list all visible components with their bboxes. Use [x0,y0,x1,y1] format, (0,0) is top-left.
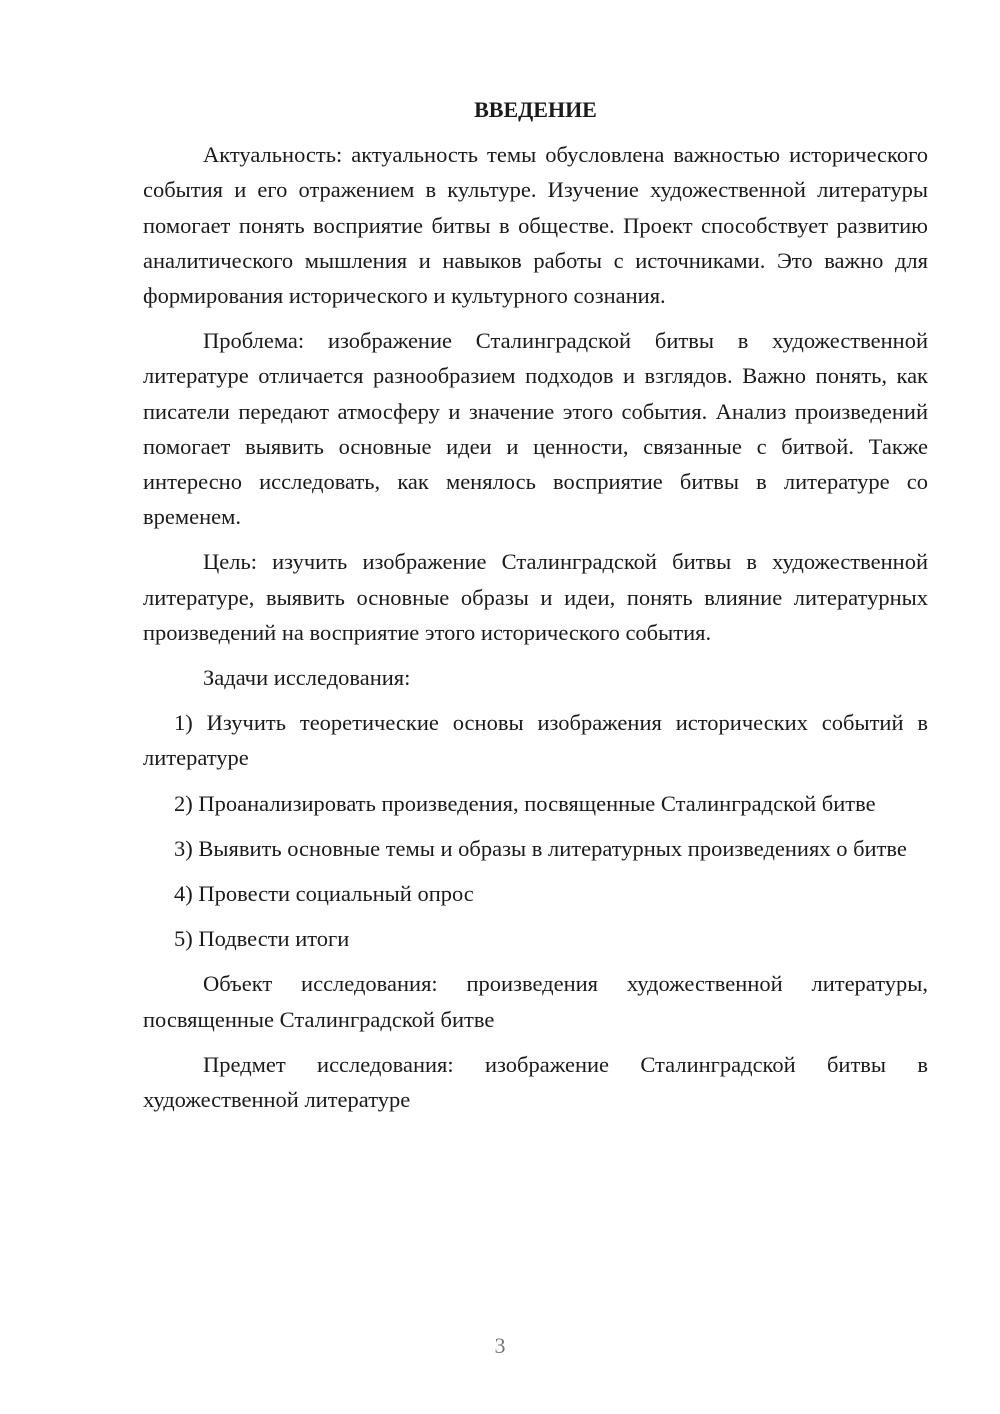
subject-paragraph: Предмет исследования: изображение Сталинградской битвы в художественной литературе [143,1051,928,1113]
document-page [143,92,928,1127]
task-item-5: 5) Подвести итоги [174,926,350,952]
task-item-1: 1) Изучить теоретические основы изображения исторических событий в литературе [143,710,928,771]
task-item-2: 2) Проанализировать произведения, посвященные Сталинградской битве [174,790,876,816]
task-item-3: 3) Выявить основные темы и образы в литературных произведениях о битве [174,835,907,861]
relevance-paragraph: Актуальность: актуальность темы обусловлена важностью исторического события и его отражением в культуре. Изучение художественной литературы помогает понять восприятие битвы в обществе. Проект способствует развитию аналитического мышления и навыков работы с источниками. Это важно для формирования исторического и культурного сознания. [143,142,928,309]
object-paragraph: Объект исследования: произведения художественной литературы, посвященные Сталинградской битве [143,971,928,1032]
problem-paragraph: Проблема: изображение Сталинградской битвы в художественной литературе отличается разнообразием подходов и взглядов. Важно понять, как писатели передают атмосферу и значение этого события. Анализ произведений помогает выявить основные идеи и ценности, связанные с битвой. Также интересно исследовать, как менялось восприятие битвы в литературе со временем. [143,328,928,530]
tasks-heading: Задачи исследования: [203,665,411,691]
document-title: ВВЕДЕНИЕ [474,97,597,122]
goal-paragraph: Цель: изучить изображение Сталинградской битвы в художественной литературе, выявить основные образы и идеи, понять влияние литературных произведений на восприятие этого исторического события. [143,549,928,645]
task-item-4: 4) Провести социальный опрос [174,881,474,907]
tasks-list [143,705,928,956]
page-number: 3 [494,1333,506,1358]
